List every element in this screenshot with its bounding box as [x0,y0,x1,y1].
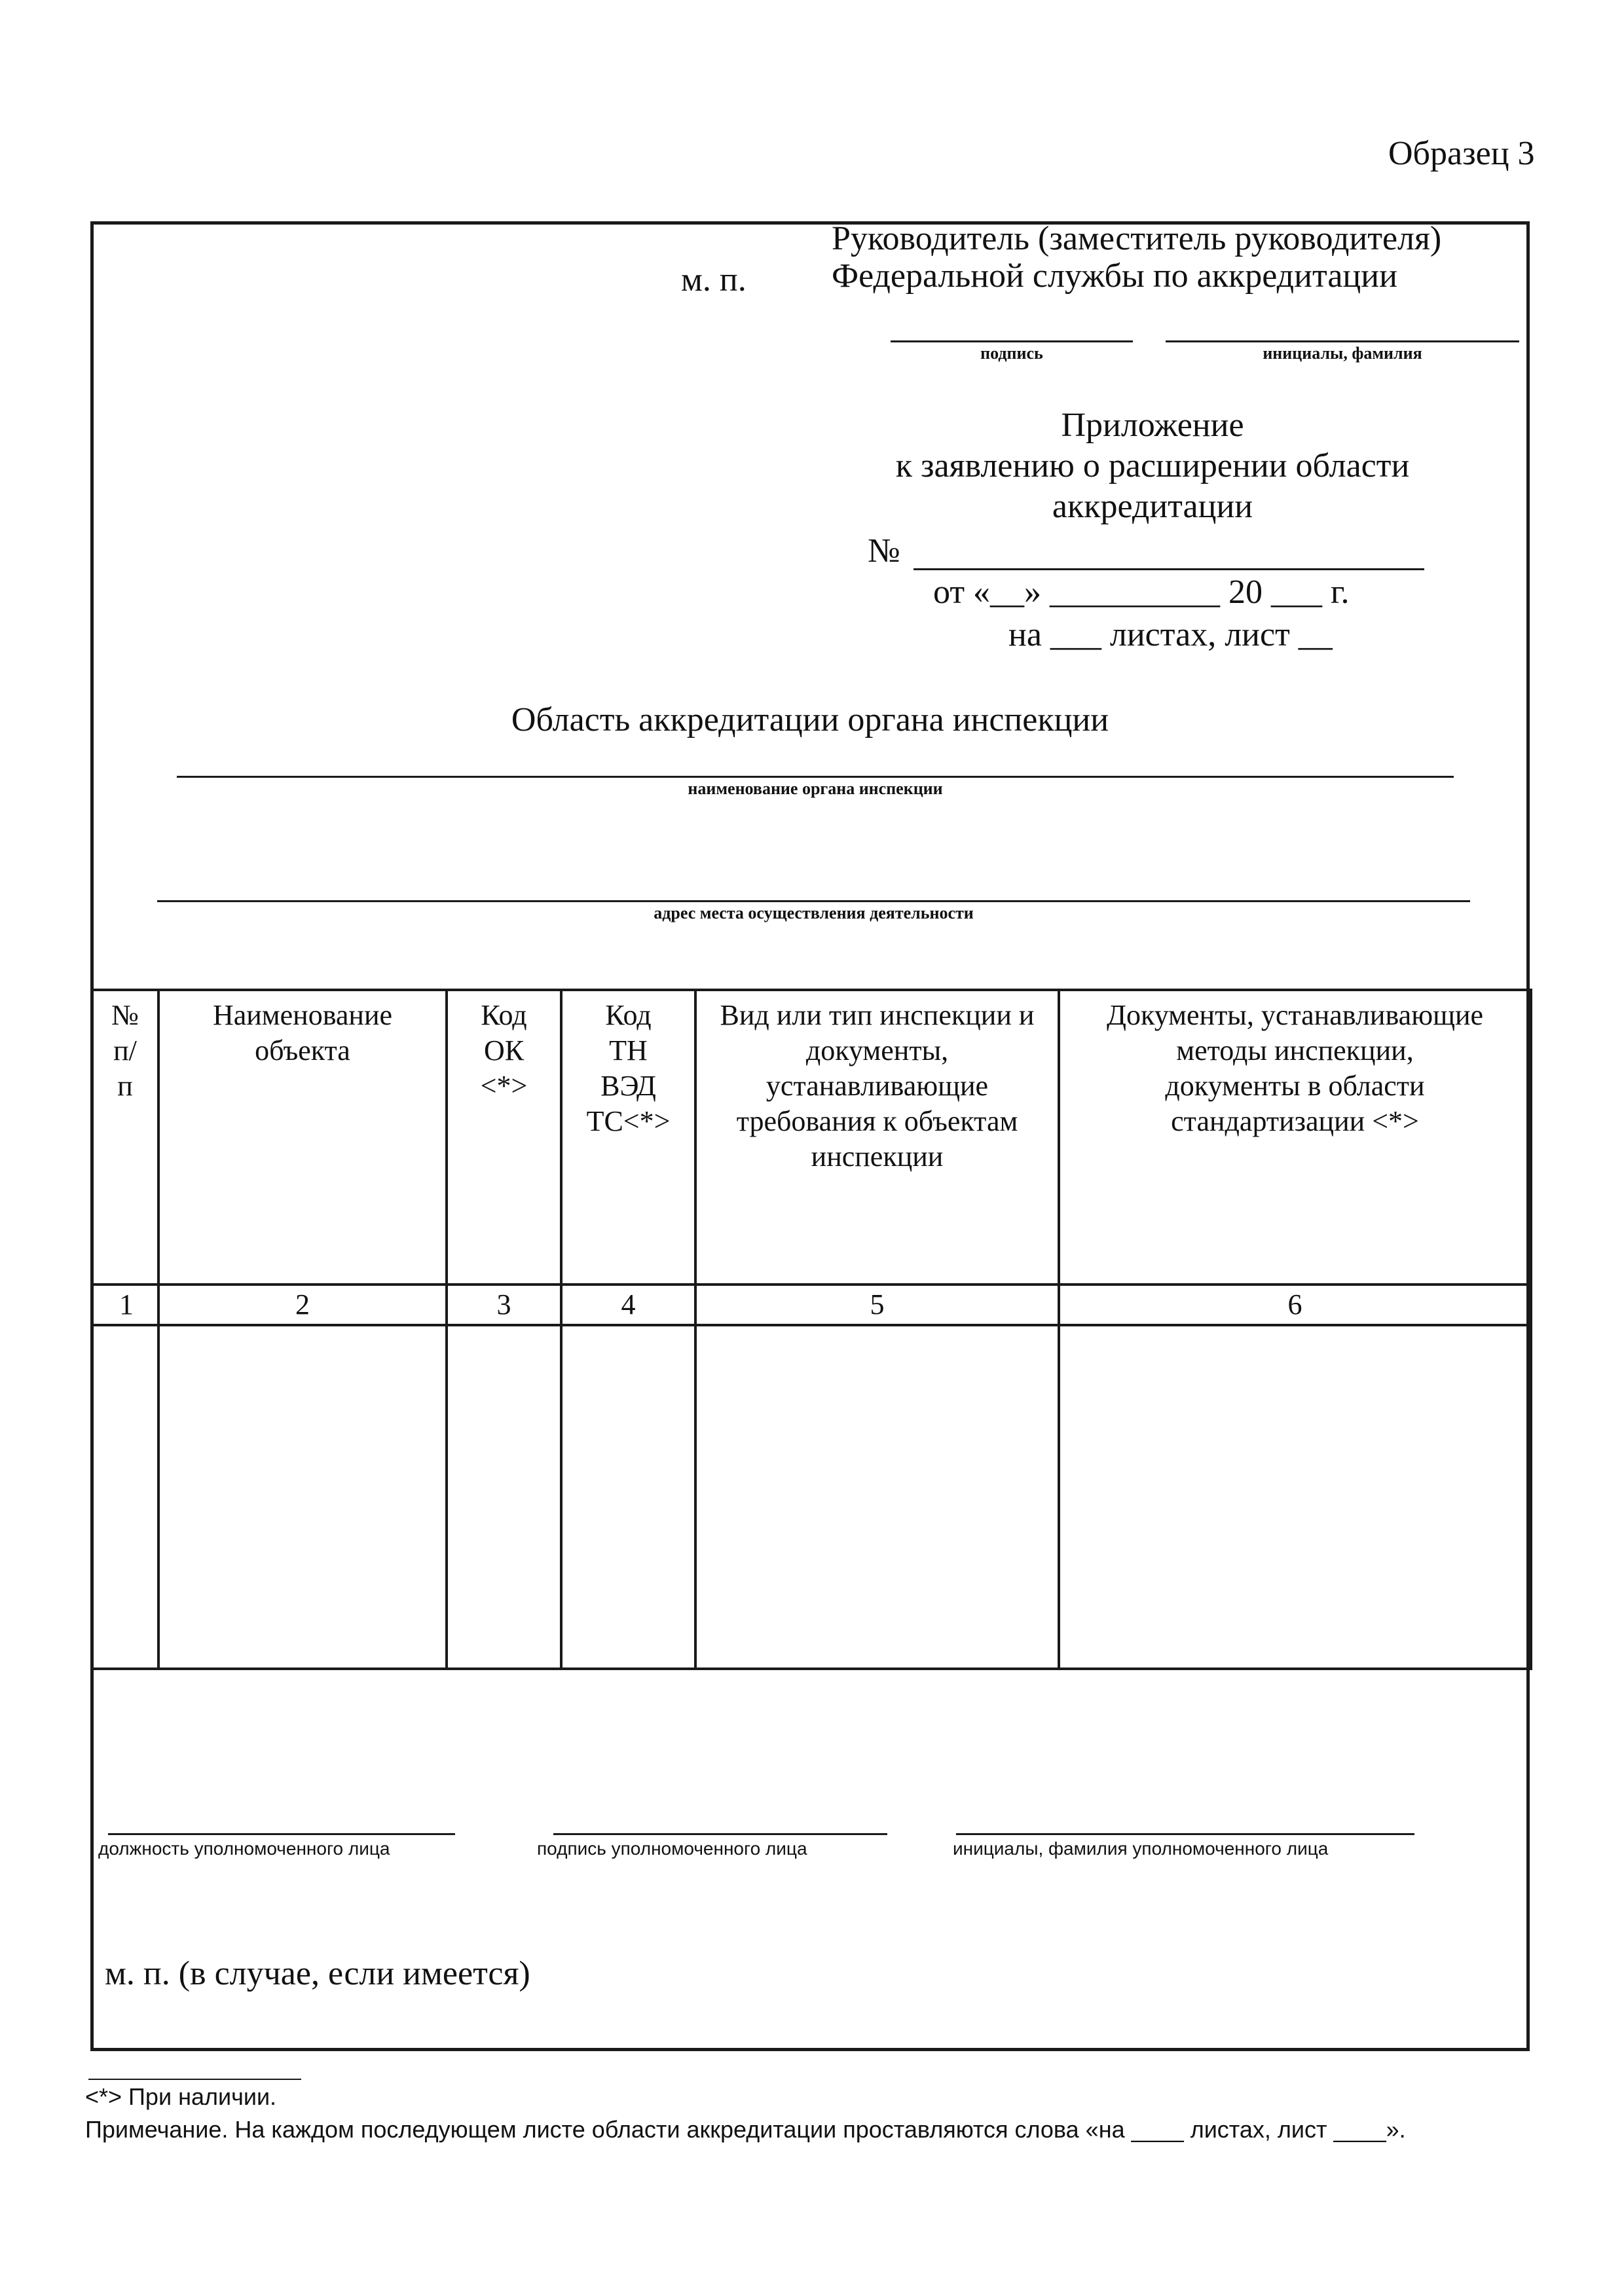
authorized-signature-line [553,1833,887,1835]
footnote-remark: Примечание. На каждом последующем листе области аккредитации проставляются слова «на ____ листах, лист ____». [85,2116,1406,2143]
table-cell[interactable] [561,1325,695,1669]
head-signature-line [891,340,1133,342]
seal-text: м. п. (в случае, если имеется) [105,1955,530,1992]
authorized-name-caption: инициалы, фамилия уполномоченного лица [953,1838,1329,1859]
table-cell[interactable] [695,1325,1059,1669]
head-title-line2: Федеральной службы по аккредитации [832,257,1397,295]
header-cell-object-name: Наименование объекта [158,990,447,1285]
position-caption: должность уполномоченного лица [98,1838,390,1859]
head-signature-caption: подпись [980,344,1043,363]
column-number: 2 [158,1285,447,1325]
header-cell-methods-documents: Документы, устанавливающие методы инспекции, документы в области стандартизации <*> [1059,990,1531,1285]
header-cell-number: № п/ п [92,990,158,1285]
address-caption: адрес места осуществления деятельности [654,903,974,922]
scope-title: Область аккредитации органа инспекции [511,701,1109,738]
column-number: 6 [1059,1285,1531,1325]
header-cell-inspection-type: Вид или тип инспекции и документы, устанавливающие требования к объектам инспекции [695,990,1059,1285]
table-header-row [92,990,1531,1285]
authorized-name-line [956,1833,1414,1835]
table-cell[interactable] [158,1325,447,1669]
head-title-line1: Руководитель (заместитель руководителя) [832,220,1442,257]
appendix-sheets-line: на ___ листах, лист __ [1008,616,1333,653]
header-cell-ok-code: Код ОК <*> [447,990,561,1285]
column-number: 5 [695,1285,1059,1325]
table-cell[interactable] [447,1325,561,1669]
footnote-separator [88,2079,301,2080]
authorized-signature-caption: подпись уполномоченного лица [537,1838,807,1859]
position-line [108,1833,455,1835]
appendix-date-line: от «__» __________ 20 ___ г. [933,574,1350,611]
head-name-caption: инициалы, фамилия [1263,344,1422,363]
table-cell[interactable] [1059,1325,1531,1669]
appendix-line3: аккредитации [1052,488,1253,525]
inspection-body-line [177,776,1454,778]
footnote-asterisk: <*> При наличии. [85,2083,277,2110]
column-number: 1 [92,1285,158,1325]
seal-place-label: м. п. [681,261,747,299]
appendix-title: Приложение [1061,407,1244,444]
column-number: 3 [447,1285,561,1325]
column-number: 4 [561,1285,695,1325]
table-cell[interactable] [92,1325,158,1669]
header-cell-tn-ved-code: Код ТН ВЭД ТС<*> [561,990,695,1285]
head-name-line [1166,340,1519,342]
appendix-number-label: № [868,532,900,570]
column-numbers-row [92,1285,1531,1325]
sample-label: Образец 3 [1388,135,1535,172]
inspection-body-caption: наименование органа инспекции [688,779,943,798]
address-line [157,900,1470,902]
appendix-number-line [913,568,1424,570]
table-body-row [92,1325,1531,1669]
scope-table [90,989,1532,1670]
appendix-line2: к заявлению о расширении области [895,447,1410,484]
